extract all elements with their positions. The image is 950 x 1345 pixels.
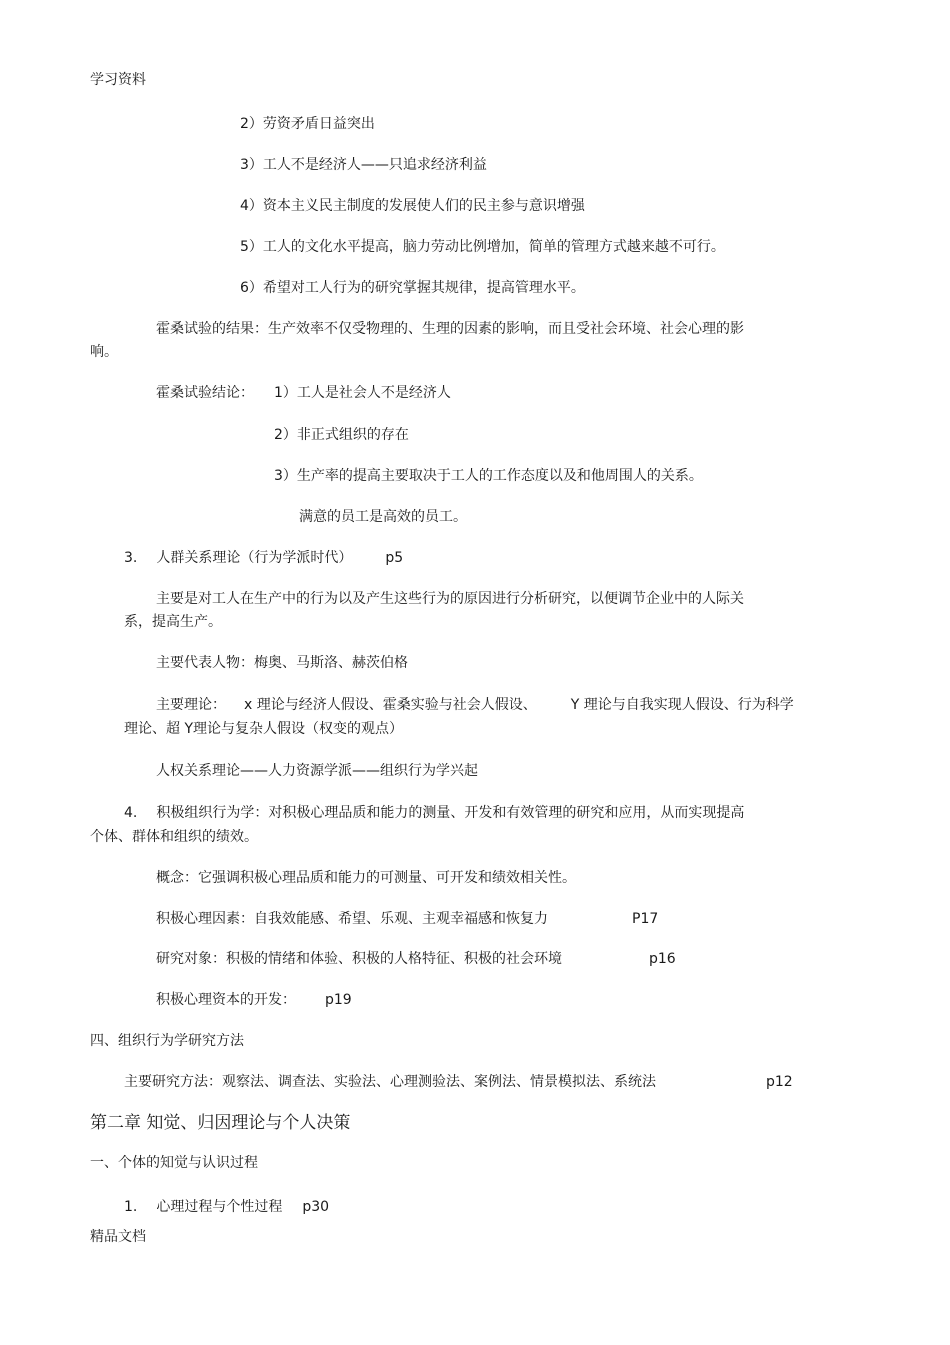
section4-concept: 概念：它强调积极心理品质和能力的可测量、可开发和绩效相关性。 [156,870,576,886]
section3-number: 3. [124,550,138,566]
section3-theory-x: x 理论与经济人假设、霍桑实验与社会人假设、 [244,697,537,713]
section3-theory-line1 [156,696,794,714]
hawthorne-result-line2: 响。 [90,344,118,360]
trend-item-3: 3）工人不是经济人——只追求经济利益 [240,157,487,173]
hawthorne-conclusion-label: 霍桑试验结论： [156,385,254,401]
hawthorne-result-line1: 霍桑试验的结果：生产效率不仅受物理的、生理的因素的影响，而且受社会环境、社会心理的影 [156,321,744,337]
chapter2-item1-page: p30 [302,1199,330,1215]
section4-objects: 研究对象：积极的情绪和体验、积极的人格特征、积极的社会环境 [156,951,562,967]
hawthorne-conclusion-1: 1）工人是社会人不是经济人 [274,385,451,401]
section3-desc-line1: 主要是对工人在生产中的行为以及产生这些行为的原因进行分析研究，以便调节企业中的人际关 [156,591,744,607]
page-footer-label: 精品文档 [90,1229,146,1245]
section4-capital-page: p19 [325,992,352,1008]
section4-title-line2: 个体、群体和组织的绩效。 [90,829,258,845]
trend-item-4: 4）资本主义民主制度的发展使人们的民主参与意识增强 [240,198,585,214]
chapter2-item1 [124,1198,329,1216]
part4-methods-page: p12 [766,1074,793,1090]
section4-factors: 积极心理因素：自我效能感、希望、乐观、主观幸福感和恢复力 [156,911,548,927]
section3-evolution: 人权关系理论——人力资源学派——组织行为学兴起 [156,763,478,779]
section4-capital: 积极心理资本的开发： [156,992,296,1008]
section3-page: p5 [385,550,404,566]
trend-item-2: 2）劳资矛盾日益突出 [240,116,375,132]
section4-heading [124,804,744,822]
trend-item-5: 5）工人的文化水平提高，脑力劳动比例增加，简单的管理方式越来越不可行。 [240,239,725,255]
chapter2-item1-title: 心理过程与个性过程 [156,1199,283,1215]
chapter2-item1-number: 1. [124,1199,138,1215]
section4-number: 4. [124,805,138,821]
section3-theory-line2: 理论、超 Y理论与复杂人假设（权变的观点） [124,721,404,737]
hawthorne-conclusion-3: 3）生产率的提高主要取决于工人的工作态度以及和他周围人的关系。 [274,468,703,484]
part4-methods: 主要研究方法：观察法、调查法、实验法、心理测验法、案例法、情景模拟法、系统法 [124,1074,656,1090]
section3-title: 人群关系理论（行为学派时代） [156,550,353,566]
section3-theory-y: Y 理论与自我实现人假设、行为科学 [570,697,794,713]
hawthorne-conclusion-note: 满意的员工是高效的员工。 [299,509,467,525]
section3-heading [124,549,403,567]
part4-heading: 四、组织行为学研究方法 [90,1033,244,1049]
page-header-label: 学习资料 [90,72,146,88]
hawthorne-conclusion-2: 2）非正式组织的存在 [274,427,409,443]
chapter2-heading: 第二章 知觉、归因理论与个人决策 [90,1113,351,1133]
section3-desc-line2: 系，提高生产。 [124,614,222,630]
section3-theory-label: 主要理论： [156,697,226,713]
section4-title-line1: 积极组织行为学：对积极心理品质和能力的测量、开发和有效管理的研究和应用，从而实现提高 [156,805,745,821]
section4-objects-page: p16 [649,951,676,967]
trend-item-6: 6）希望对工人行为的研究掌握其规律，提高管理水平。 [240,280,585,296]
chapter2-sub1: 一、个体的知觉与认识过程 [90,1155,258,1171]
section4-factors-page: P17 [632,911,659,927]
section3-figures: 主要代表人物：梅奥、马斯洛、赫茨伯格 [156,655,408,671]
